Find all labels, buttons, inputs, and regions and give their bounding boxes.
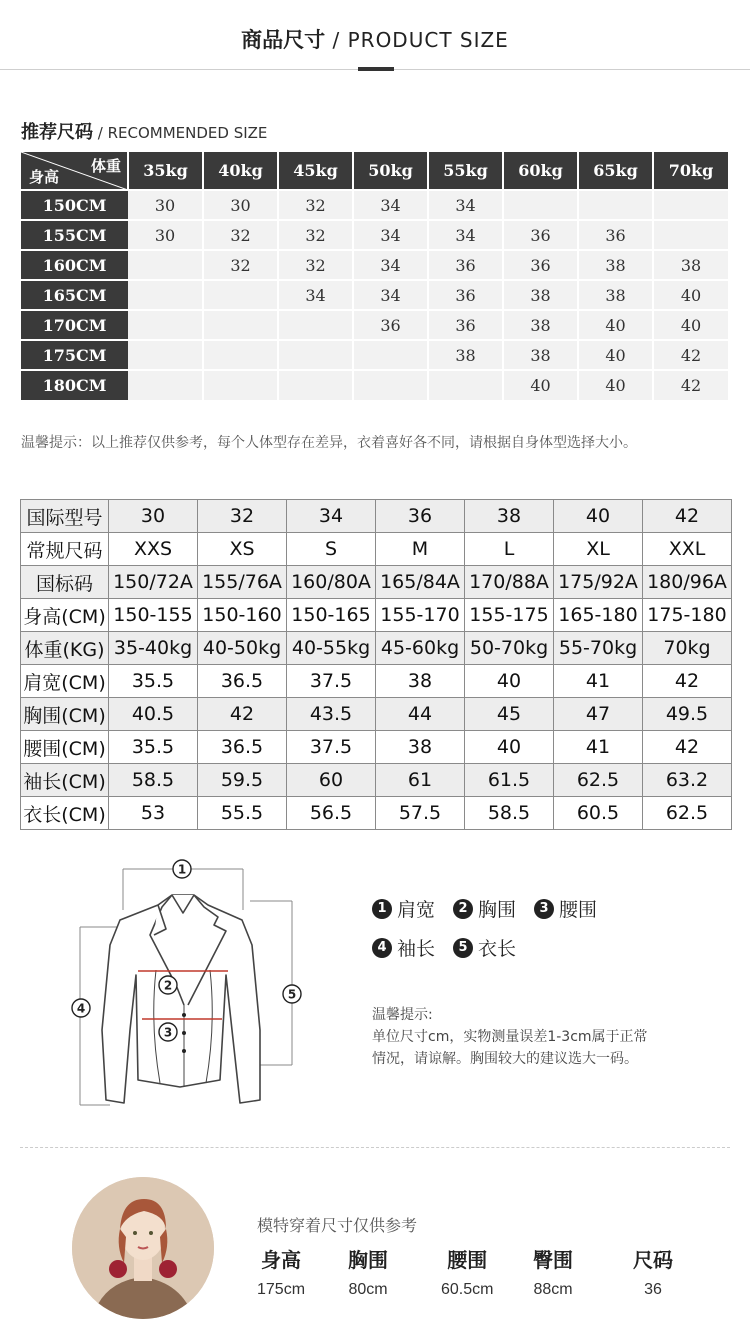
size-chart-cell: 61 bbox=[376, 764, 465, 797]
recommended-cell: 38 bbox=[653, 250, 728, 280]
size-chart-cell: 32 bbox=[198, 500, 287, 533]
size-chart-cell: 40 bbox=[554, 500, 643, 533]
size-chart-cell: 56.5 bbox=[287, 797, 376, 830]
size-chart-label: 国标码 bbox=[21, 566, 109, 599]
note-line: 单位尺寸cm，实物测量误差1-3cm属于正常 bbox=[372, 1029, 648, 1045]
page-header bbox=[0, 0, 750, 70]
legend-label: 衣长 bbox=[478, 938, 517, 960]
height-header: 150CM bbox=[21, 190, 128, 220]
recommended-cell: 38 bbox=[503, 340, 578, 370]
size-chart-cell: 150-160 bbox=[198, 599, 287, 632]
weight-header: 55kg bbox=[428, 152, 503, 190]
size-chart-cell: 43.5 bbox=[287, 698, 376, 731]
svg-text:3: 3 bbox=[163, 1025, 173, 1040]
size-chart-cell: 35.5 bbox=[109, 665, 198, 698]
size-chart-cell: S bbox=[287, 533, 376, 566]
recommended-cell bbox=[128, 340, 203, 370]
recommended-cell: 34 bbox=[353, 280, 428, 310]
size-chart-cell: 150-155 bbox=[109, 599, 198, 632]
height-header: 165CM bbox=[21, 280, 128, 310]
size-chart-label: 袖长(CM) bbox=[21, 764, 109, 797]
size-chart-cell: 36.5 bbox=[198, 665, 287, 698]
size-chart-cell: 58.5 bbox=[465, 797, 554, 830]
recommended-cell bbox=[353, 370, 428, 400]
recommended-row bbox=[21, 220, 728, 250]
table-corner bbox=[21, 152, 128, 190]
weight-header: 70kg bbox=[653, 152, 728, 190]
recommended-cell bbox=[653, 220, 728, 250]
size-chart-cell: L bbox=[465, 533, 554, 566]
size-chart-cell: XXS bbox=[109, 533, 198, 566]
recommended-cell: 36 bbox=[503, 250, 578, 280]
size-chart-cell: 61.5 bbox=[465, 764, 554, 797]
recommended-cell: 40 bbox=[653, 280, 728, 310]
recommended-cell: 38 bbox=[578, 250, 653, 280]
size-chart-cell: 36.5 bbox=[198, 731, 287, 764]
page-title-sep: / bbox=[325, 28, 348, 52]
size-chart-cell: 175-180 bbox=[643, 599, 732, 632]
measurement-note bbox=[372, 1004, 648, 1070]
height-header: 180CM bbox=[21, 370, 128, 400]
size-chart-label: 腰围(CM) bbox=[21, 731, 109, 764]
size-chart-cell: 53 bbox=[109, 797, 198, 830]
height-header: 170CM bbox=[21, 310, 128, 340]
size-chart-cell: 55-70kg bbox=[554, 632, 643, 665]
size-chart-cell: 165/84A bbox=[376, 566, 465, 599]
size-chart-cell: 45 bbox=[465, 698, 554, 731]
size-chart-label: 衣长(CM) bbox=[21, 797, 109, 830]
legend-number: 4 bbox=[372, 938, 392, 958]
size-chart-cell: 41 bbox=[554, 731, 643, 764]
recommended-cell: 34 bbox=[353, 190, 428, 220]
size-chart-cell: 35-40kg bbox=[109, 632, 198, 665]
size-chart-cell: 35.5 bbox=[109, 731, 198, 764]
size-chart-cell: 42 bbox=[643, 665, 732, 698]
recommended-row bbox=[21, 370, 728, 400]
height-header: 155CM bbox=[21, 220, 128, 250]
size-chart-cell: 58.5 bbox=[109, 764, 198, 797]
size-chart-cell: 42 bbox=[643, 731, 732, 764]
legend-row bbox=[372, 895, 597, 922]
recommended-cell: 38 bbox=[503, 310, 578, 340]
recommended-cell bbox=[353, 340, 428, 370]
size-chart-row bbox=[21, 797, 732, 830]
recommended-cell: 32 bbox=[278, 250, 353, 280]
size-chart-cell: 180/96A bbox=[643, 566, 732, 599]
legend-item-chest bbox=[453, 895, 516, 922]
jacket-measurement-diagram bbox=[70, 855, 310, 1120]
size-chart-cell: 63.2 bbox=[643, 764, 732, 797]
recommended-cell bbox=[128, 370, 203, 400]
recommended-cell: 40 bbox=[503, 370, 578, 400]
recommended-cell: 34 bbox=[428, 220, 503, 250]
recommended-cell: 30 bbox=[203, 190, 278, 220]
svg-text:5: 5 bbox=[287, 987, 297, 1002]
size-chart-cell: 60 bbox=[287, 764, 376, 797]
recommended-cell: 32 bbox=[278, 190, 353, 220]
size-chart-cell: M bbox=[376, 533, 465, 566]
size-chart-cell: 57.5 bbox=[376, 797, 465, 830]
recommended-cell: 38 bbox=[428, 340, 503, 370]
recommended-title-cn: 推荐尺码 bbox=[21, 122, 93, 143]
height-header: 175CM bbox=[21, 340, 128, 370]
size-chart-cell: 40 bbox=[465, 665, 554, 698]
model-title: 模特穿着尺寸仅供参考 bbox=[257, 1216, 418, 1235]
size-chart-cell: 55.5 bbox=[198, 797, 287, 830]
model-avatar bbox=[72, 1177, 214, 1319]
recommended-cell: 40 bbox=[578, 340, 653, 370]
size-chart-cell: 60.5 bbox=[554, 797, 643, 830]
corner-height-label: 身高 bbox=[29, 168, 60, 186]
legend-label: 胸围 bbox=[478, 899, 517, 921]
recommended-title-en: / RECOMMENDED SIZE bbox=[93, 124, 268, 142]
recommended-cell bbox=[653, 190, 728, 220]
model-stat-size: 尺码 36 bbox=[633, 1248, 673, 1298]
recommended-cell: 34 bbox=[353, 220, 428, 250]
recommended-cell: 36 bbox=[353, 310, 428, 340]
recommended-cell: 42 bbox=[653, 340, 728, 370]
recommended-cell: 40 bbox=[653, 310, 728, 340]
recommended-cell bbox=[203, 280, 278, 310]
size-chart-cell: 47 bbox=[554, 698, 643, 731]
size-chart-cell: 49.5 bbox=[643, 698, 732, 731]
size-chart-cell: XL bbox=[554, 533, 643, 566]
recommended-cell: 32 bbox=[203, 220, 278, 250]
note-line: 情况，请谅解。胸围较大的建议选大一码。 bbox=[372, 1051, 638, 1067]
recommended-row bbox=[21, 340, 728, 370]
size-chart-cell: 30 bbox=[109, 500, 198, 533]
legend-item-shoulder bbox=[372, 895, 435, 922]
legend-label: 袖长 bbox=[397, 938, 436, 960]
recommended-cell: 36 bbox=[428, 250, 503, 280]
recommended-title bbox=[21, 118, 267, 144]
size-chart-row bbox=[21, 533, 732, 566]
svg-text:4: 4 bbox=[76, 1001, 86, 1016]
legend-label: 腰围 bbox=[559, 899, 598, 921]
legend-item-length bbox=[453, 934, 516, 961]
recommended-cell bbox=[278, 340, 353, 370]
recommended-cell: 32 bbox=[278, 220, 353, 250]
size-chart-cell: 155/76A bbox=[198, 566, 287, 599]
size-chart-cell: 37.5 bbox=[287, 731, 376, 764]
size-chart-cell: 38 bbox=[376, 665, 465, 698]
size-chart-label: 体重(KG) bbox=[21, 632, 109, 665]
size-chart-label: 肩宽(CM) bbox=[21, 665, 109, 698]
size-chart-cell: 155-170 bbox=[376, 599, 465, 632]
legend-item-waist bbox=[534, 895, 597, 922]
size-chart-row bbox=[21, 764, 732, 797]
size-chart-row bbox=[21, 599, 732, 632]
svg-text:1: 1 bbox=[177, 862, 187, 877]
model-stat-hip: 臀围 88cm bbox=[533, 1248, 573, 1298]
size-chart-cell: 40.5 bbox=[109, 698, 198, 731]
recommended-cell bbox=[203, 310, 278, 340]
recommendation-tip: 温馨提示：以上推荐仅供参考，每个人体型存在差异，衣着喜好各不同，请根据自身体型选择大小。 bbox=[21, 435, 637, 451]
size-chart-cell: XS bbox=[198, 533, 287, 566]
recommended-cell bbox=[203, 340, 278, 370]
size-chart-table bbox=[20, 499, 732, 830]
size-chart-cell: 50-70kg bbox=[465, 632, 554, 665]
recommended-cell: 34 bbox=[353, 250, 428, 280]
weight-header-row bbox=[21, 152, 728, 190]
recommended-row bbox=[21, 250, 728, 280]
size-chart-cell: 155-175 bbox=[465, 599, 554, 632]
size-chart-row bbox=[21, 665, 732, 698]
recommended-cell: 36 bbox=[578, 220, 653, 250]
recommended-size-table bbox=[21, 152, 728, 400]
size-chart-cell: 150-165 bbox=[287, 599, 376, 632]
size-chart-cell: 38 bbox=[376, 731, 465, 764]
title-underline bbox=[358, 67, 394, 71]
size-chart-cell: 160/80A bbox=[287, 566, 376, 599]
recommended-cell bbox=[278, 310, 353, 340]
legend-label: 肩宽 bbox=[397, 899, 436, 921]
weight-header: 50kg bbox=[353, 152, 428, 190]
recommended-cell bbox=[578, 190, 653, 220]
size-chart-cell: 40-55kg bbox=[287, 632, 376, 665]
legend-number: 2 bbox=[453, 899, 473, 919]
recommended-cell: 30 bbox=[128, 190, 203, 220]
size-chart-cell: 62.5 bbox=[554, 764, 643, 797]
size-chart-cell: 44 bbox=[376, 698, 465, 731]
size-chart-cell: 165-180 bbox=[554, 599, 643, 632]
size-chart-cell: 37.5 bbox=[287, 665, 376, 698]
size-chart-row bbox=[21, 698, 732, 731]
model-photo-icon bbox=[72, 1177, 214, 1319]
size-chart-cell: XXL bbox=[643, 533, 732, 566]
recommended-cell: 38 bbox=[503, 280, 578, 310]
recommended-cell: 36 bbox=[428, 280, 503, 310]
weight-header: 40kg bbox=[203, 152, 278, 190]
size-chart-label: 国际型号 bbox=[21, 500, 109, 533]
recommended-cell bbox=[503, 190, 578, 220]
recommended-cell bbox=[128, 250, 203, 280]
model-stat-waist: 腰围 60.5cm bbox=[441, 1248, 494, 1298]
size-chart-label: 常规尺码 bbox=[21, 533, 109, 566]
recommended-cell bbox=[128, 310, 203, 340]
weight-header: 65kg bbox=[578, 152, 653, 190]
size-chart-cell: 38 bbox=[465, 500, 554, 533]
size-chart-cell: 36 bbox=[376, 500, 465, 533]
recommended-cell bbox=[278, 370, 353, 400]
size-chart-cell: 34 bbox=[287, 500, 376, 533]
note-title: 温馨提示: bbox=[372, 1007, 433, 1023]
section-divider bbox=[20, 1147, 730, 1148]
weight-header: 60kg bbox=[503, 152, 578, 190]
recommended-cell: 40 bbox=[578, 310, 653, 340]
size-chart-row bbox=[21, 566, 732, 599]
corner-weight-label: 体重 bbox=[90, 157, 121, 175]
size-chart-cell: 40 bbox=[465, 731, 554, 764]
size-chart-cell: 42 bbox=[643, 500, 732, 533]
legend-item-sleeve bbox=[372, 934, 435, 961]
legend-number: 1 bbox=[372, 899, 392, 919]
recommended-cell: 38 bbox=[578, 280, 653, 310]
size-chart-label: 胸围(CM) bbox=[21, 698, 109, 731]
page-title-cn: 商品尺寸 bbox=[241, 28, 326, 52]
size-chart-cell: 59.5 bbox=[198, 764, 287, 797]
recommended-cell: 32 bbox=[203, 250, 278, 280]
recommended-cell: 34 bbox=[428, 190, 503, 220]
recommended-cell bbox=[203, 370, 278, 400]
recommended-cell bbox=[128, 280, 203, 310]
recommended-cell: 42 bbox=[653, 370, 728, 400]
measurement-legend bbox=[372, 895, 597, 973]
recommended-cell: 36 bbox=[428, 310, 503, 340]
size-chart-cell: 170/88A bbox=[465, 566, 554, 599]
model-stat-chest: 胸围 80cm bbox=[348, 1248, 388, 1298]
size-chart-cell: 40-50kg bbox=[198, 632, 287, 665]
height-header: 160CM bbox=[21, 250, 128, 280]
size-chart-cell: 42 bbox=[198, 698, 287, 731]
recommended-cell: 40 bbox=[578, 370, 653, 400]
weight-header: 35kg bbox=[128, 152, 203, 190]
size-chart-label: 身高(CM) bbox=[21, 599, 109, 632]
size-chart-row bbox=[21, 500, 732, 533]
size-chart-cell: 175/92A bbox=[554, 566, 643, 599]
size-chart-cell: 70kg bbox=[643, 632, 732, 665]
size-chart-row bbox=[21, 632, 732, 665]
legend-row bbox=[372, 934, 597, 961]
page-title bbox=[0, 24, 750, 54]
recommended-row bbox=[21, 280, 728, 310]
size-chart-row bbox=[21, 731, 732, 764]
size-chart-cell: 150/72A bbox=[109, 566, 198, 599]
legend-number: 3 bbox=[534, 899, 554, 919]
size-chart-cell: 41 bbox=[554, 665, 643, 698]
size-chart-cell: 45-60kg bbox=[376, 632, 465, 665]
recommended-cell: 34 bbox=[278, 280, 353, 310]
recommended-row bbox=[21, 190, 728, 220]
recommended-cell: 36 bbox=[503, 220, 578, 250]
recommended-cell bbox=[428, 370, 503, 400]
size-chart-cell: 62.5 bbox=[643, 797, 732, 830]
recommended-row bbox=[21, 310, 728, 340]
recommended-cell: 30 bbox=[128, 220, 203, 250]
svg-text:2: 2 bbox=[163, 978, 173, 993]
model-stat-height: 身高 175cm bbox=[257, 1248, 306, 1298]
legend-number: 5 bbox=[453, 938, 473, 958]
page-title-en: PRODUCT SIZE bbox=[347, 28, 509, 52]
weight-header: 45kg bbox=[278, 152, 353, 190]
